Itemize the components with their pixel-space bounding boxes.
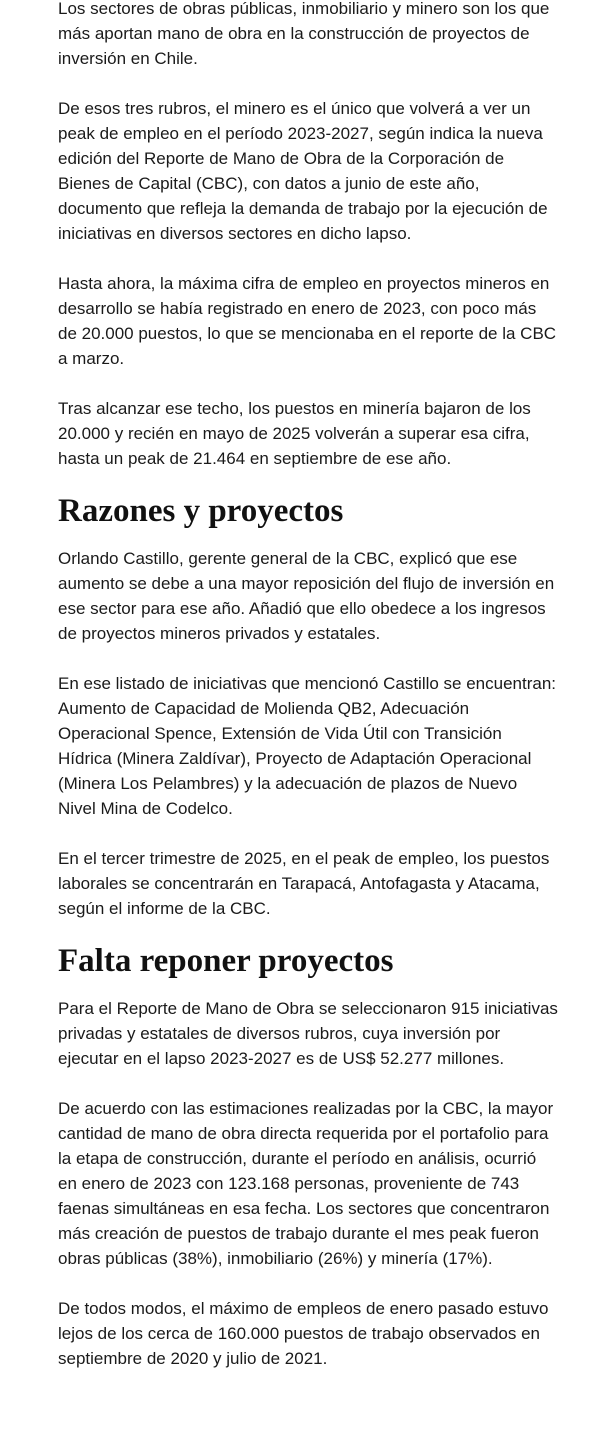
heading-razones-y-proyectos: Razones y proyectos bbox=[58, 493, 344, 529]
heading-falta-reponer-proyectos: Falta reponer proyectos bbox=[58, 943, 394, 979]
paragraph-project-list: En ese listado de iniciativas que mencionó Castillo se encuentran: Aumento de Capacidad de Molienda QB2, Adecuación Operacional Spence, Extensión de Vida Útil con Transición Hídrica (Minera Zaldívar), Proyecto de Adaptación Operacional (Minera Los Pelambres) y la adecuación de plazos de Nuevo Nivel Mina de Codelco. bbox=[58, 674, 557, 818]
paragraph-comparison: De todos modos, el máximo de empleos de enero pasado estuvo lejos de los cerca de 160.000 puestos de trabajo observados en septiembre de 2020 y julio de 2021. bbox=[58, 1299, 549, 1368]
paragraph-report-selection: Para el Reporte de Mano de Obra se seleccionaron 915 iniciativas privadas y estatales de diversos rubros, cuya inversión por ejecutar en el lapso 2023-2027 es de US$ 52.277 millones. bbox=[58, 999, 558, 1068]
paragraph-january-max: Hasta ahora, la máxima cifra de empleo en proyectos mineros en desarrollo se había registrado en enero de 2023, con poco más de 20.000 puestos, lo que se mencionaba en el reporte de la CBC a marzo. bbox=[58, 274, 557, 368]
paragraph-intro: Los sectores de obras públicas, inmobiliario y minero son los que más aportan mano de obra en la construcción de proyectos de inversión en Chile. bbox=[58, 0, 550, 68]
paragraph-recovery: Tras alcanzar ese techo, los puestos en minería bajaron de los 20.000 y recién en mayo de 2025 volverán a superar esa cifra, hasta un peak de 21.464 en septiembre de ese año. bbox=[58, 399, 531, 468]
paragraph-castillo: Orlando Castillo, gerente general de la CBC, explicó que ese aumento se debe a una mayor reposición del flujo de inversión en ese sector para ese año. Añadió que ello obedece a los ingresos de proyectos mineros privados y estatales. bbox=[58, 549, 555, 643]
paragraph-mining-peak: De esos tres rubros, el minero es el único que volverá a ver un peak de empleo en el período 2023-2027, según indica la nueva edición del Reporte de Mano de Obra de la Corporación de Bienes de Capital (CBC), con datos a junio de este año, documento que refleja la demanda de trabajo por la ejecución de iniciativas en diversos sectores en dicho lapso. bbox=[58, 99, 548, 243]
article-body bbox=[58, 0, 558, 1396]
paragraph-estimations: De acuerdo con las estimaciones realizadas por la CBC, la mayor cantidad de mano de obra directa requerida por el portafolio para la etapa de construcción, durante el período en análisis, ocurrió en enero de 2023 con 123.168 personas, proveniente de 743 faenas simultáneas en esa fecha. Los sectores que concentraron más creación de puestos de trabajo durante el mes peak fueron obras públicas (38%), inmobiliario (26%) y minería (17%). bbox=[58, 1099, 554, 1268]
paragraph-regions: En el tercer trimestre de 2025, en el peak de empleo, los puestos laborales se concentrarán en Tarapacá, Antofagasta y Atacama, según el informe de la CBC. bbox=[58, 849, 550, 918]
